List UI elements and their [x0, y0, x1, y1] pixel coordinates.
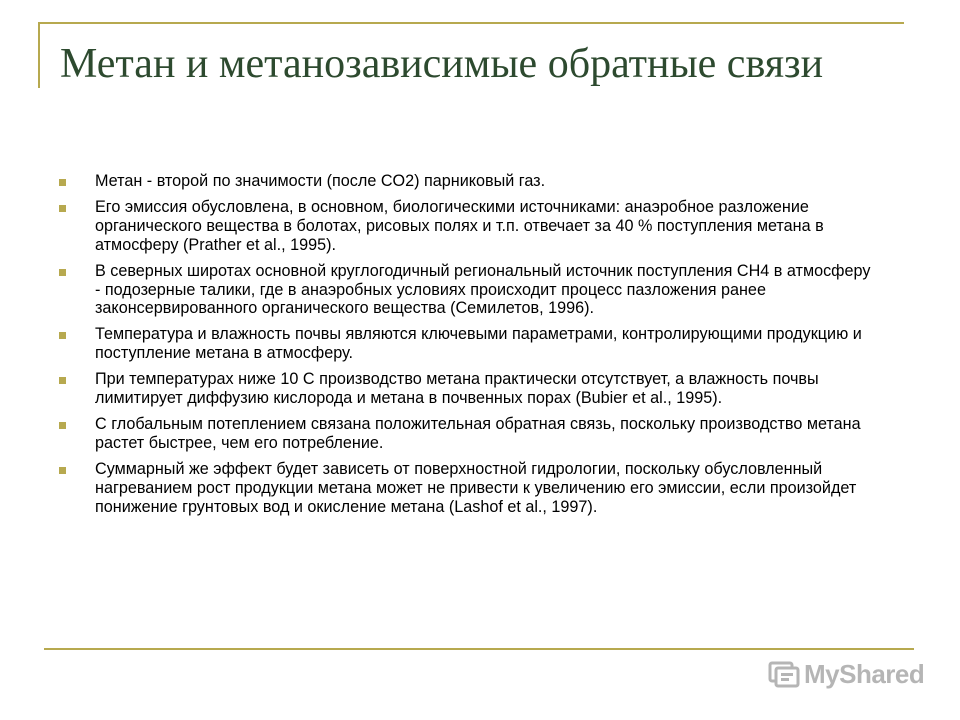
bullet-list	[59, 172, 879, 524]
square-bullet-icon	[59, 179, 66, 186]
bullet-item	[59, 262, 879, 318]
bullet-item	[59, 325, 879, 362]
title-left-rule	[38, 22, 40, 88]
square-bullet-icon	[59, 332, 66, 339]
bullet-item	[59, 415, 879, 452]
square-bullet-icon	[59, 205, 66, 212]
bullet-item	[59, 172, 879, 191]
bullet-text: Метан - второй по значимости (после CO2) парниковый газ.	[95, 172, 546, 190]
watermark-text: MyShared	[804, 658, 925, 689]
bullet-text: Температура и влажность почвы являются ключевыми параметрами, контролирующими продукцию и поступление метана в атмосферу.	[95, 325, 862, 363]
bullet-text: При температурах ниже 10 С производство метана практически отсутствует, а влажность почвы лимитирует диффузию кислорода и метана в почвенных порах (Bubier et al., 1995).	[95, 370, 819, 408]
bullet-item	[59, 370, 879, 407]
footer-rule	[44, 648, 914, 650]
bullet-text: Суммарный же эффект будет зависеть от поверхностной гидрологии, поскольку обусловленный нагреванием рост продукции метана может не привести к увеличению его эмиссии, если произойдет понижение грунтовых вод и окисление метана (Lashof et al., 1997).	[95, 460, 857, 516]
bullet-text: В северных широтах основной круглогодичный региональный источник поступления CH4 в атмосферу - подозерные талики, где в анаэробных условиях происходит процесс пазложения ранее законсервированного органического вещества (Семилетов, 1996).	[95, 261, 871, 318]
myshared-watermark	[768, 656, 924, 692]
slide-title: Метан и метанозависимые обратные связи	[60, 41, 824, 87]
title-top-rule	[38, 22, 904, 24]
square-bullet-icon	[59, 422, 66, 429]
square-bullet-icon	[59, 377, 66, 384]
bullet-text: Его эмиссия обусловлена, в основном, биологическими источниками: анаэробное разложение органического вещества в болотах, рисовых полях и т.п. отвечает за 40 % поступления метана в атмосферу (Prather et al., 1995).	[95, 198, 824, 254]
myshared-logo-icon	[768, 659, 800, 689]
square-bullet-icon	[59, 269, 66, 276]
bullet-item	[59, 460, 879, 516]
bullet-text: С глобальным потеплением связана положительная обратная связь, поскольку производство метана растет быстрее, чем его потребление.	[95, 415, 861, 452]
bullet-item	[59, 198, 879, 254]
square-bullet-icon	[59, 467, 66, 474]
